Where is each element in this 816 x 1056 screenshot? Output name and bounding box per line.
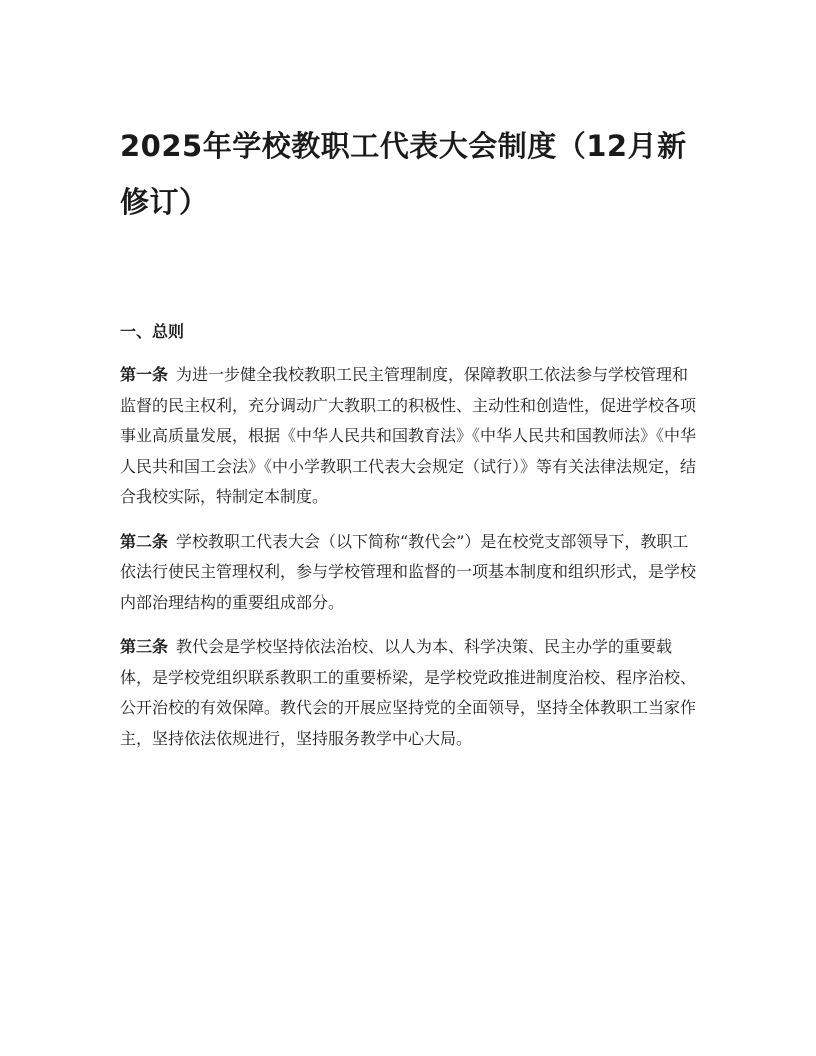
article-text: 学校教职工代表大会（以下简称“教代会”）是在校党支部领导下，教职工依法行使民主管理权利，参与学校管理和监督的一项基本制度和组织形式，是学校内部治理结构的重要组成部分。 [120,531,697,612]
article-text: 为进一步健全我校教职工民主管理制度，保障教职工依法参与学校管理和监督的民主权利，充分调动广大教职工的积极性、主动性和创造性，促进学校各项事业高质量发展，根据《中华人民共和国教育法》《中华人民共和国教师法》《中华人民共和国工会法》《中小学教职工代表大会规定（试行）》等有关法律法规定，结合我校实际，特制定本制度。 [120,365,697,506]
document-title: 2025年学校教职工代表大会制度（12月新修订） [120,129,687,219]
article-label: 第二条 [120,531,169,551]
article-text: 教代会是学校坚持依法治校、以人为本、科学决策、民主办学的重要载体，是学校党组织联系教职工的重要桥梁，是学校党政推进制度治校、程序治校、公开治校的有效保障。教代会的开展应坚持党的全面领导，坚持全体教职工当家作主，坚持依法依规进行，坚持服务教学中心大局。 [120,637,697,748]
document-page [120,118,700,754]
article-2 [120,527,700,619]
article-1 [120,360,700,513]
section-heading: 一、总则 [120,322,185,341]
article-label: 第三条 [120,637,169,656]
article-label: 第一条 [120,365,169,384]
article-3 [120,632,700,754]
